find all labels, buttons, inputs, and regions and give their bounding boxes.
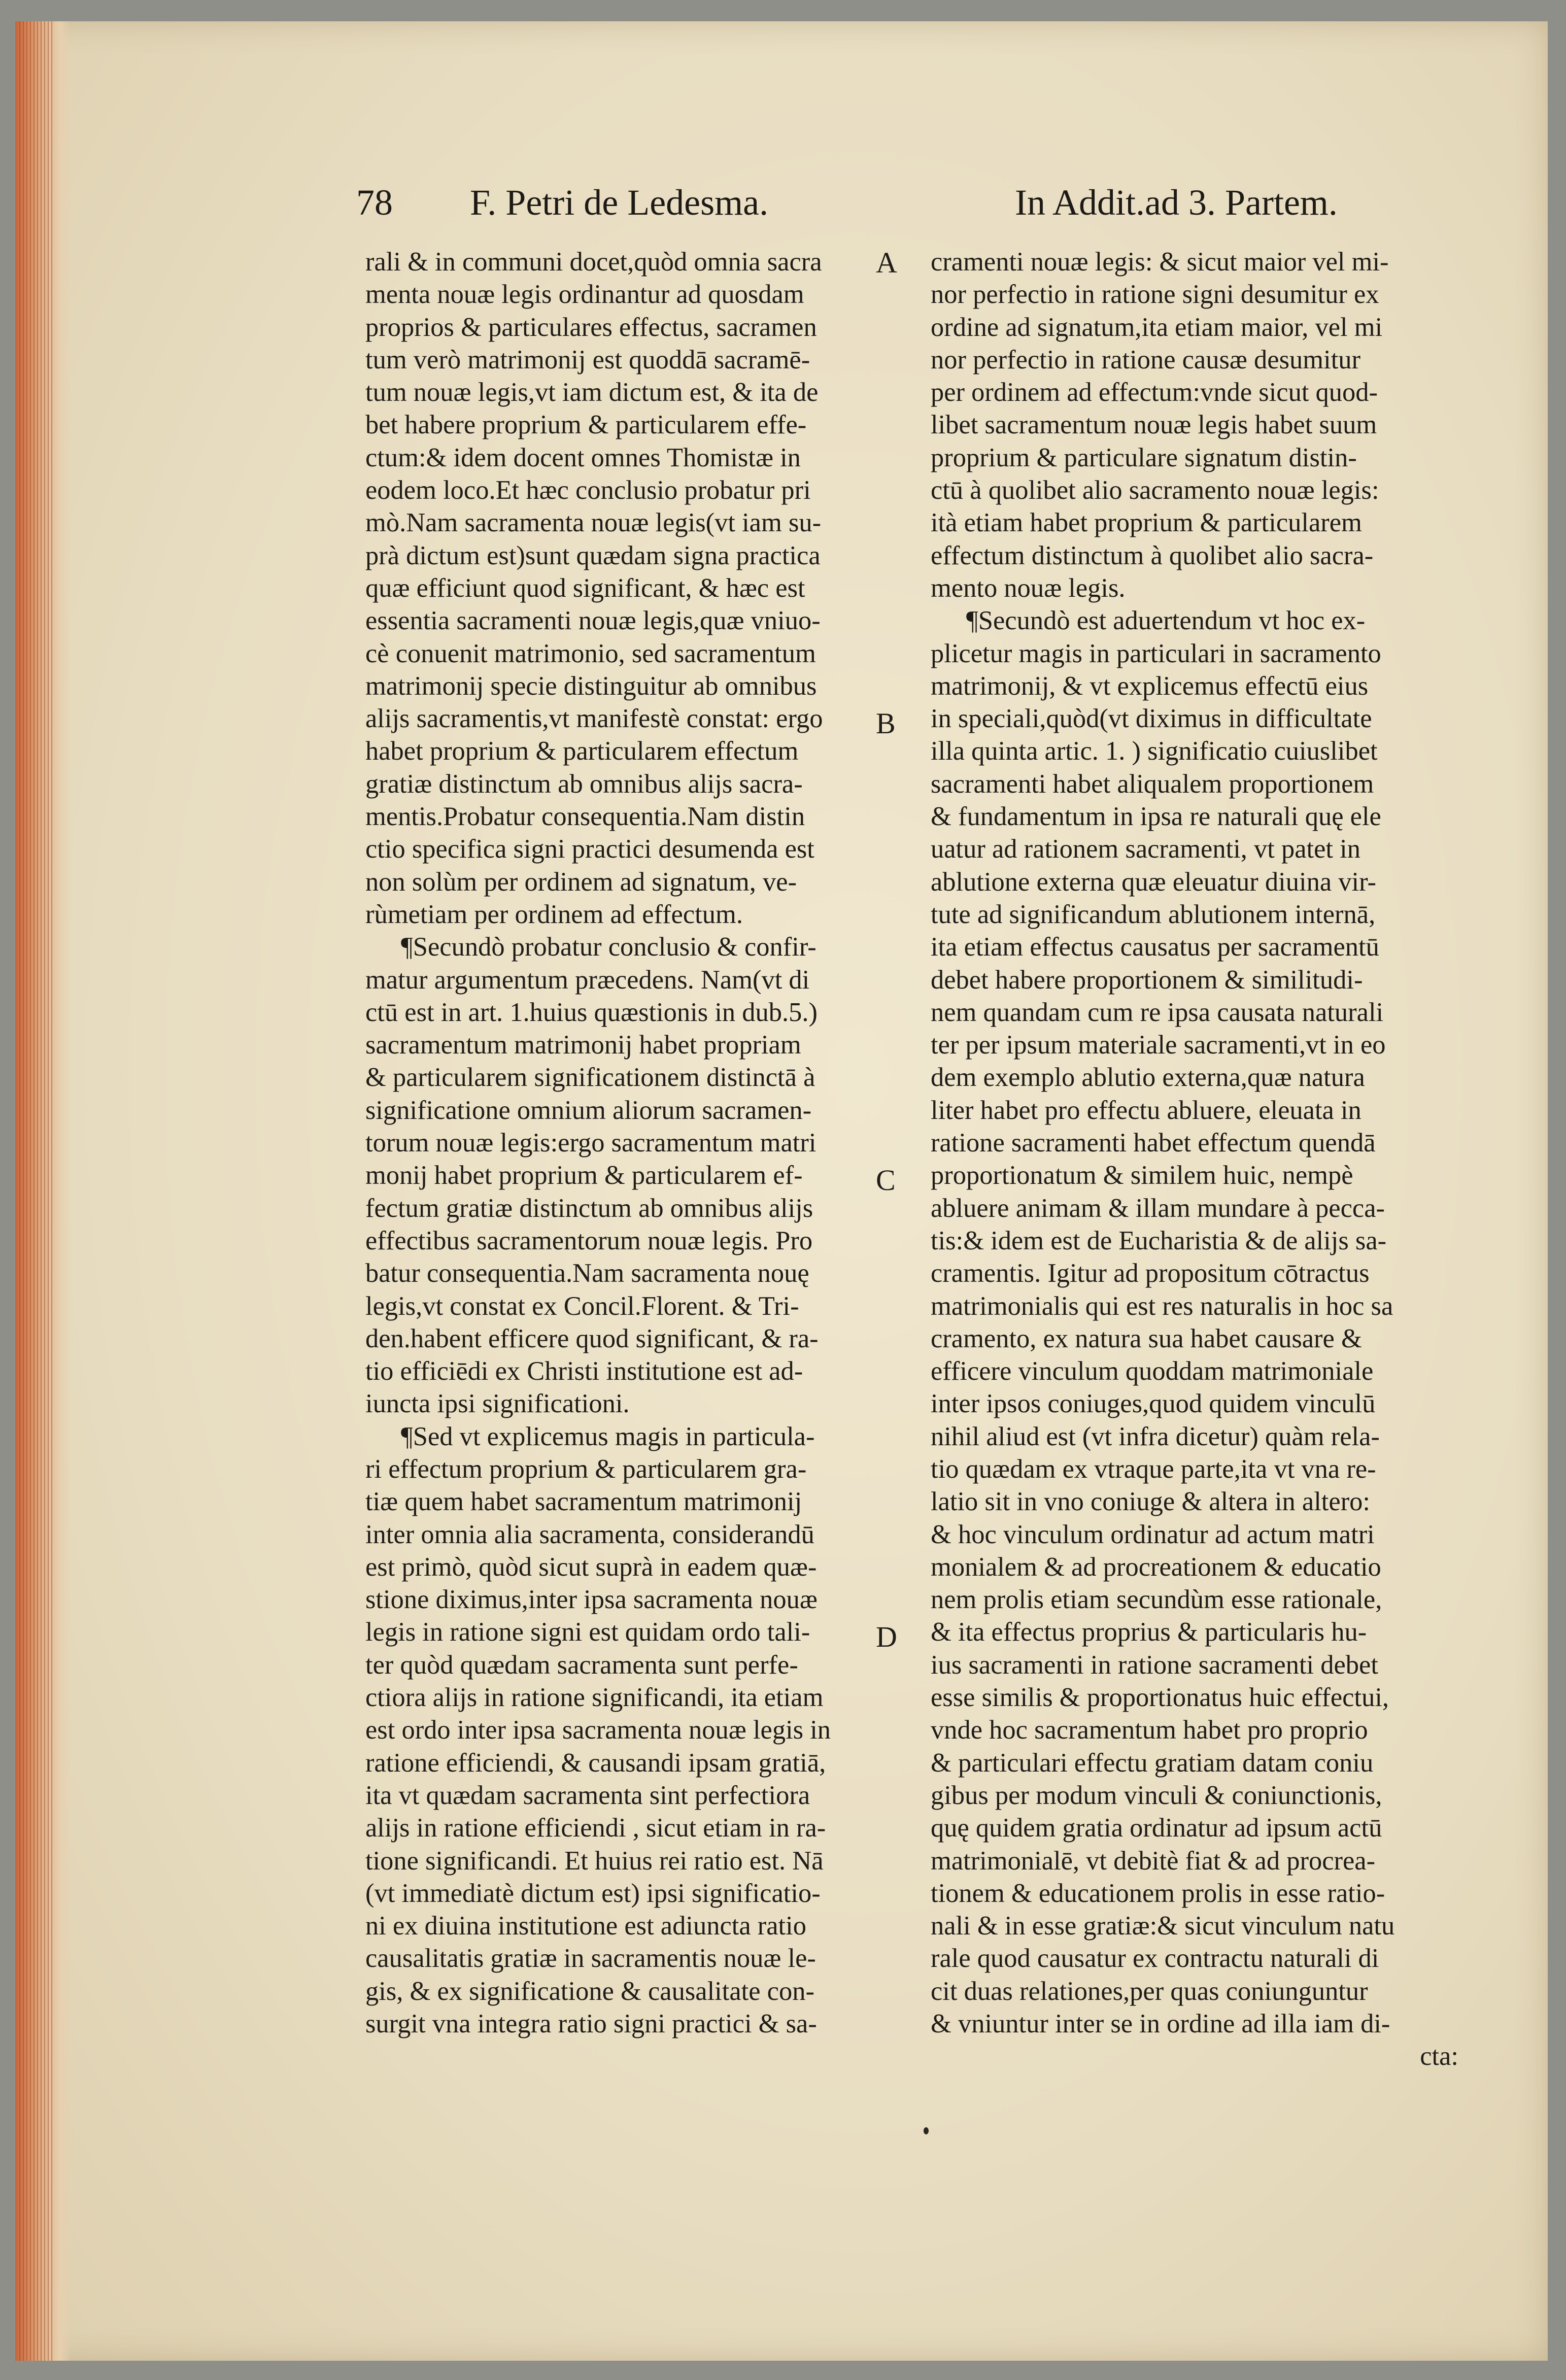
text-line: essentia sacramenti nouæ legis,quæ vniuo- [365,606,821,636]
text-line: habet proprium & particularem effectum [365,736,799,766]
text-line: illa quinta artic. 1. ) significatio cuiuslibet [931,736,1378,766]
margin-letter-d: D [876,1620,897,1653]
text-line: ratione sacramenti habet effectum quendā [931,1128,1376,1158]
text-line: & particularem significationem distinctā à [365,1063,815,1093]
text-line: plicetur magis in particulari in sacramento [931,638,1381,668]
left-text-column [365,246,893,2040]
text-line: latio sit in vno coniuge & altera in altero: [931,1487,1371,1517]
text-line: monij habet proprium & particularem ef- [365,1161,803,1191]
text-line: ordine ad signatum,ita etiam maior, vel mi [931,312,1383,342]
text-line: effectum distinctum à quolibet alio sacra- [931,540,1374,570]
text-line: efficere vinculum quoddam matrimoniale [931,1356,1374,1386]
text-line: nihil aliud est (vt infra dicetur) quàm rela- [931,1421,1380,1451]
text-line: gis, & ex significatione & causalitate con- [365,1976,814,2006]
text-line: den.habent efficere quod significant, & ra- [365,1323,819,1353]
text-line: monialem & ad procreationem & educatio [931,1552,1381,1582]
text-line: & particulari effectu gratiam datam coniu [931,1748,1374,1778]
running-head-left: F. Petri de Ledesma. [470,182,769,223]
text-line: matrimonialē, vt debitè fiat & ad procrea- [931,1846,1376,1876]
text-line: sacramenti habet aliqualem proportionem [931,769,1374,799]
text-line: ctio specifica signi practici desumenda est [365,834,814,864]
text-line: ctum:& idem docent omnes Thomistæ in [365,443,801,472]
text-line: cramento, ex natura sua habet causare & [931,1323,1362,1353]
text-line: est primò, quòd sicut suprà in eadem quæ- [365,1552,817,1582]
text-line: ctū à quolibet alio sacramento nouæ legis: [931,475,1379,505]
folio-number: 78 [356,182,393,223]
text-line: cta: [1420,2042,1458,2071]
text-line: tum nouæ legis,vt iam dictum est, & ita de [365,378,819,407]
text-line: proprios & particulares effectus, sacramen [365,312,817,342]
margin-letter-a: A [876,246,897,279]
text-line: ità etiam habet proprium & particularem [931,508,1362,538]
page-edge-stain [15,21,71,2361]
text-line: significatione omnium aliorum sacramen- [365,1095,812,1125]
text-line: abluere animam & illam mundare à pecca- [931,1193,1385,1223]
text-line: tute ad significandum ablutionem internā, [931,899,1376,929]
text-line: nem quandam cum re ipsa causata naturali [931,997,1384,1027]
text-line: cramenti nouæ legis: & sicut maior vel mi- [931,247,1389,277]
text-line: ita vt quædam sacramenta sint perfectiora [365,1780,810,1810]
text-line: esse similis & proportionatus huic effectui, [931,1683,1389,1713]
text-line: proprium & particulare signatum distin- [931,443,1357,472]
text-line: rùmetiam per ordinem ad effectum. [365,899,743,929]
text-line: dem exemplo ablutio externa,quæ natura [931,1063,1365,1093]
text-line: ter quòd quædam sacramenta sunt perfe- [365,1650,798,1680]
text-line: effectibus sacramentorum nouæ legis. Pro [365,1226,813,1255]
text-line: causalitatis gratiæ in sacramentis nouæ le- [365,1944,816,1974]
text-line: mento nouæ legis. [931,573,1126,603]
text-line: legis,vt constat ex Concil.Florent. & Tri- [365,1291,799,1321]
text-line: ablutione externa quæ eleuatur diuina vir- [931,867,1377,897]
text-line: nali & in esse gratiæ:& sicut vinculum natu [931,1911,1395,1941]
margin-letter-b: B [876,707,896,740]
text-line: ¶Secundò est aduertendum vt hoc ex- [966,606,1366,636]
text-line: ri effectum proprium & particularem gra- [365,1454,807,1484]
text-line: surgit vna integra ratio signi practici & sa- [365,2009,817,2039]
text-line: cit duas relationes,per quas coniunguntur [931,1976,1368,2006]
text-line: matrimonij, & vt explicemus effectū eius [931,671,1369,701]
text-line: ¶Secundò probatur conclusio & confir- [401,932,816,962]
text-line: iuncta ipsi significationi. [365,1389,630,1419]
right-text-column [931,246,1458,2073]
text-line: ni ex diuina institutione est adiuncta ratio [365,1911,806,1941]
text-line: vnde hoc sacramentum habet pro proprio [931,1715,1368,1745]
text-line: libet sacramentum nouæ legis habet suum [931,410,1377,440]
text-line: ctiora alijs in ratione significandi, ita etiam [365,1683,824,1713]
running-head-right: In Addit.ad 3. Partem. [1015,182,1338,223]
text-line: cè conuenit matrimonio, sed sacramentum [365,638,816,668]
text-line: inter omnia alia sacramenta, considerandū [365,1519,814,1549]
text-line: rali & in communi docet,quòd omnia sacra [365,247,822,277]
text-line: nor perfectio in ratione causæ desumitur [931,345,1361,375]
text-line: bet habere proprium & particularem effe- [365,410,807,440]
text-line: menta nouæ legis ordinantur ad quosdam [365,280,804,310]
margin-letter-c: C [876,1164,896,1197]
book-page [15,21,1548,2361]
ink-speck [924,2127,929,2134]
text-line: tum verò matrimonij est quoddā sacramē- [365,345,810,375]
text-line: & hoc vinculum ordinatur ad actum matri [931,1519,1375,1549]
text-line: mò.Nam sacramenta nouæ legis(vt iam su- [365,508,822,538]
text-line: tiæ quem habet sacramentum matrimonij [365,1487,802,1517]
text-line: non solùm per ordinem ad signatum, ve- [365,867,797,897]
text-line: tione significandi. Et huius rei ratio est. Nā [365,1846,824,1876]
text-line: nor perfectio in ratione signi desumitur ex [931,280,1379,310]
text-line: liter habet pro effectu abluere, eleuata in [931,1095,1361,1125]
text-line: quę quidem gratia ordinatur ad ipsum actū [931,1813,1382,1843]
text-line: fectum gratiæ distinctum ab omnibus alijs [365,1193,813,1223]
text-line: in speciali,quòd(vt diximus in difficultate [931,704,1372,734]
text-line: nem prolis etiam secundùm esse rationale, [931,1585,1382,1615]
text-line: ctū est in art. 1.huius quæstionis in dub.5.) [365,997,818,1027]
text-line: (vt immediatè dictum est) ipsi significatio- [365,1878,821,1908]
text-line: ius sacramenti in ratione sacramenti debet [931,1650,1378,1680]
text-line: legis in ratione signi est quidam ordo tali- [365,1617,810,1647]
text-line: & ita effectus proprius & particularis hu- [931,1617,1367,1647]
text-line: prà dictum est)sunt quædam signa practica [365,540,821,570]
text-line: gibus per modum vinculi & coniunctionis, [931,1780,1382,1810]
page-edge-texture [19,21,55,2361]
text-line: torum nouæ legis:ergo sacramentum matri [365,1128,816,1158]
text-line: per ordinem ad effectum:vnde sicut quod- [931,378,1378,407]
text-line: tio efficiēdi ex Christi institutione est ad- [365,1356,803,1386]
text-line: rale quod causatur ex contractu naturali di [931,1944,1379,1974]
text-line: alijs in ratione efficiendi , sicut etiam in ra- [365,1813,826,1843]
text-line: tionem & educationem prolis in esse ratio- [931,1878,1385,1908]
text-line: mentis.Probatur consequentia.Nam distin [365,802,805,832]
text-line: ¶Sed vt explicemus magis in particula- [401,1421,815,1451]
text-line: tio quædam ex vtraque parte,ita vt vna re- [931,1454,1376,1484]
text-line: debet habere proportionem & similitudi- [931,965,1363,995]
text-line: stione diximus,inter ipsa sacramenta nouæ [365,1585,818,1615]
text-line: proportionatum & similem huic, nempè [931,1161,1353,1191]
text-line: ita etiam effectus causatus per sacramentū [931,932,1379,962]
text-line: quæ efficiunt quod significant, & hæc est [365,573,805,603]
text-line: matrimonij specie distinguitur ab omnibus [365,671,817,701]
text-line: ter per ipsum materiale sacramenti,vt in eo [931,1030,1386,1060]
text-line: matur argumentum præcedens. Nam(vt di [365,965,810,995]
text-line: inter ipsos coniuges,quod quidem vinculū [931,1389,1376,1419]
page-header [15,182,1548,243]
text-line: est ordo inter ipsa sacramenta nouæ legis in [365,1715,831,1745]
text-line: alijs sacramentis,vt manifestè constat: ergo [365,704,823,734]
text-line: & vniuntur inter se in ordine ad illa iam di- [931,2009,1390,2039]
text-line: ratione efficiendi, & causandi ipsam gratiā, [365,1748,826,1778]
text-line: cramentis. Igitur ad propositum cōtractus [931,1259,1370,1288]
text-line: gratiæ distinctum ab omnibus alijs sacra- [365,769,803,799]
text-line: matrimonialis qui est res naturalis in hoc sa [931,1291,1393,1321]
text-line: sacramentum matrimonij habet propriam [365,1030,801,1060]
text-line: uatur ad rationem sacramenti, vt patet in [931,834,1360,864]
text-line: batur consequentia.Nam sacramenta nouę [365,1259,809,1288]
text-line: eodem loco.Et hæc conclusio probatur pri [365,475,811,505]
text-line: tis:& idem est de Eucharistia & de alijs sa- [931,1226,1387,1255]
text-line: & fundamentum in ipsa re naturali quę ele [931,802,1381,832]
